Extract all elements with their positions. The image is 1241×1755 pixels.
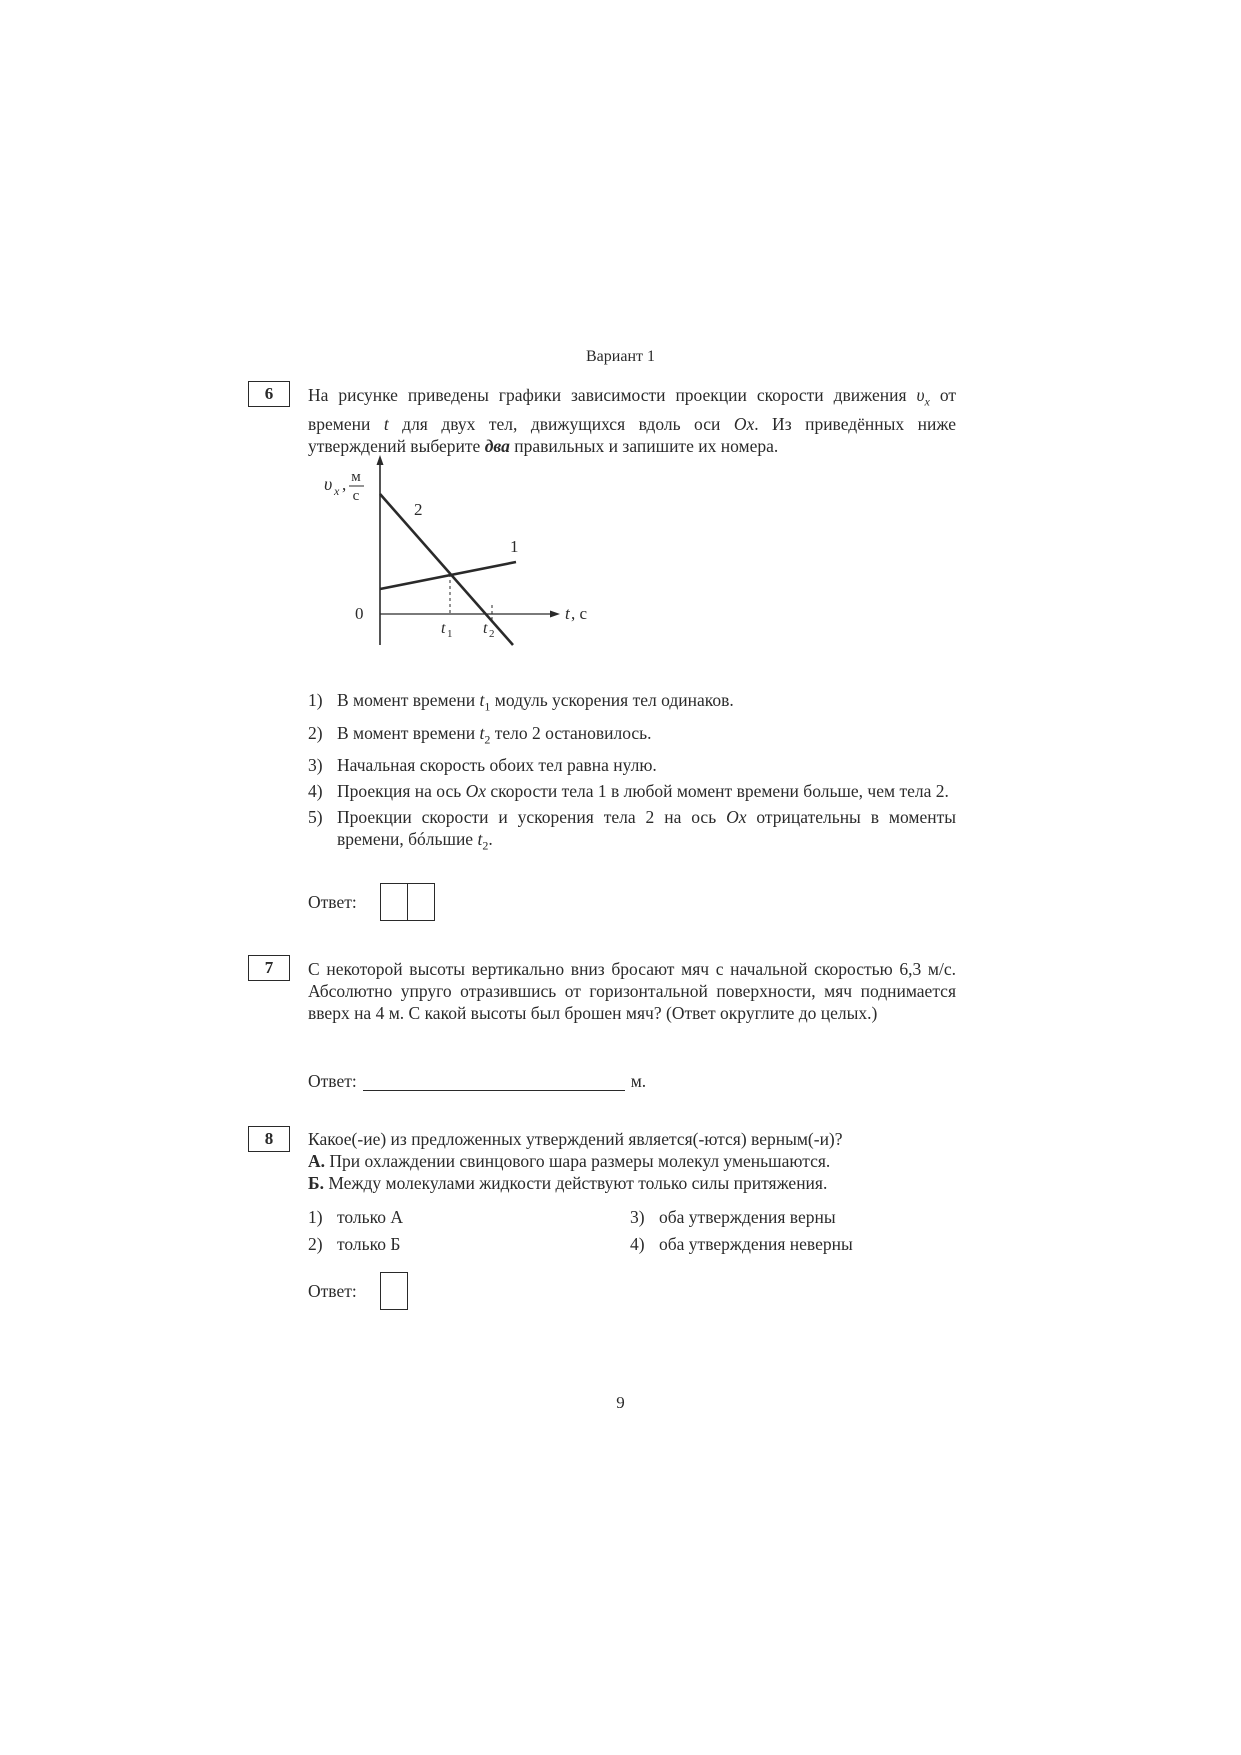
option-number: 1): [308, 690, 323, 710]
option-number: 3): [308, 755, 323, 775]
option-symbol: t: [477, 829, 483, 849]
question-7-answer: [308, 1071, 646, 1092]
answer-label: Ответ:: [308, 1071, 357, 1091]
t1-label: t: [441, 620, 446, 637]
q8-statement-a: [308, 1150, 956, 1172]
y-axis-label: υ: [324, 474, 333, 494]
statement-label: А.: [308, 1151, 326, 1171]
q6-v-symbol: υ: [916, 385, 925, 405]
answer-label: Ответ:: [308, 891, 357, 912]
option-text-part: .: [488, 829, 493, 849]
option-text: только А: [337, 1207, 404, 1227]
q6-text-part: от времени: [308, 385, 956, 434]
question-6-answer: [308, 883, 435, 921]
graph-line-1: [380, 562, 516, 589]
x-axis-unit: , с: [571, 604, 588, 623]
q6-t-symbol: t: [383, 413, 389, 434]
option-subscript: 2: [484, 732, 491, 746]
y-unit-denominator: с: [352, 488, 360, 504]
option-text: только Б: [337, 1234, 401, 1254]
y-axis-arrow: [377, 455, 384, 465]
option-symbol: t: [479, 690, 485, 710]
option-number: 5): [308, 807, 323, 827]
t2-subscript: 2: [489, 628, 495, 640]
option-symbol: Ox: [465, 781, 486, 801]
x-axis-arrow: [550, 611, 560, 618]
option-item: [308, 1206, 630, 1228]
statement-text: Между молекулами жидкости действуют только силы притяжения.: [323, 1173, 828, 1193]
line-2-label: 2: [414, 500, 423, 519]
q6-ox-symbol: Ox: [733, 413, 755, 434]
question-8-text: [308, 1128, 956, 1194]
answer-cell-1[interactable]: [380, 883, 408, 921]
option-number: 4): [630, 1234, 645, 1254]
option-subscript: 1: [484, 699, 491, 714]
t2-label: t: [483, 620, 488, 637]
option-text-part: В момент времени: [337, 722, 480, 743]
origin-label: 0: [355, 604, 364, 623]
option-item: [308, 1233, 630, 1255]
option-item: [308, 689, 956, 718]
question-8-number: 8: [248, 1126, 290, 1152]
option-symbol: Ox: [726, 807, 747, 827]
q6-v-subscript: x: [924, 394, 930, 409]
option-text: Начальная скорость обоих тел равна нулю.: [337, 755, 657, 775]
x-axis-label: t: [565, 604, 570, 623]
line-1-label: 1: [510, 537, 519, 556]
option-text-part: В момент времени: [337, 690, 480, 710]
t1-subscript: 1: [447, 628, 453, 640]
question-6-options: [308, 689, 956, 861]
option-number: 2): [308, 1234, 323, 1254]
graph-line-2: [380, 494, 513, 645]
option-text-part: тело 2 остановилось.: [490, 722, 652, 743]
answer-label: Ответ:: [308, 1280, 357, 1301]
q8-statement-b: [308, 1172, 956, 1194]
question-8-options: [308, 1206, 956, 1260]
option-text: [337, 806, 956, 857]
y-axis-subscript: x: [334, 484, 340, 498]
option-symbol: t: [479, 722, 485, 743]
option-text: [337, 780, 956, 802]
velocity-graph: [310, 455, 600, 655]
option-item: [308, 780, 956, 802]
option-item: [630, 1233, 952, 1255]
option-text: [337, 689, 956, 718]
option-number: 3): [630, 1207, 645, 1227]
question-6-text: [308, 384, 956, 457]
option-text-part: отрицательны в моменты времени, бóльшие: [337, 807, 956, 849]
question-8-answer: [308, 1272, 408, 1310]
option-number: 1): [308, 1207, 323, 1227]
q6-text-part: На рисунке приведены графики зависимости проекции скорости движения: [308, 385, 917, 405]
y-axis-comma: ,: [342, 475, 347, 494]
option-text-part: Проекция на ось: [337, 781, 466, 801]
answer-unit: м.: [630, 1071, 647, 1091]
q6-text-part: . Из приведённых ниже утверждений выберите: [308, 413, 956, 456]
y-unit-numerator: м: [351, 469, 361, 485]
q8-question: Какое(-ие) из предложенных утверждений является(-ются) верным(-и)?: [308, 1129, 843, 1149]
question-7-number: 7: [248, 955, 290, 981]
answer-cell-2[interactable]: [407, 883, 435, 921]
option-number: 2): [308, 722, 323, 743]
answer-line[interactable]: [363, 1073, 625, 1091]
question-7-text: С некоторой высоты вертикально вниз бросают мяч с начальной скоростью 6,3 м/с. Абсолютно упруго отразившись от горизонтальной поверхности, мяч поднимается вверх на 4 м. С какой высоты был брошен мяч? (Ответ округлите до целых.): [308, 959, 956, 1023]
statement-text: При охлаждении свинцового шара размеры молекул уменьшаются.: [325, 1151, 831, 1171]
option-text: оба утверждения верны: [659, 1207, 836, 1227]
page-number: 9: [616, 1393, 625, 1412]
option-item: [308, 806, 956, 857]
option-text-part: модуль ускорения тел одинаков.: [490, 690, 734, 710]
option-text-part: скорости тела 1 в любой момент времени больше, чем тела 2.: [486, 781, 949, 801]
option-item: [308, 722, 956, 751]
question-6-number: 6: [248, 381, 290, 407]
option-text: оба утверждения неверны: [659, 1234, 853, 1254]
q6-text-part: правильных и запишите их номера.: [509, 435, 779, 456]
answer-cell-1[interactable]: [380, 1272, 408, 1310]
option-text-part: Проекции скорости и ускорения тела 2 на ось: [337, 807, 727, 827]
q6-emphasis: два: [484, 435, 510, 456]
option-item: [308, 754, 956, 776]
option-number: 4): [308, 781, 323, 801]
page-header: Вариант 1: [586, 348, 655, 365]
statement-label: Б.: [308, 1173, 324, 1193]
option-text: [337, 722, 956, 751]
q6-text-part: для двух тел, движущихся вдоль оси: [388, 413, 734, 434]
option-item: [630, 1206, 952, 1228]
option-subscript: 2: [482, 838, 489, 853]
